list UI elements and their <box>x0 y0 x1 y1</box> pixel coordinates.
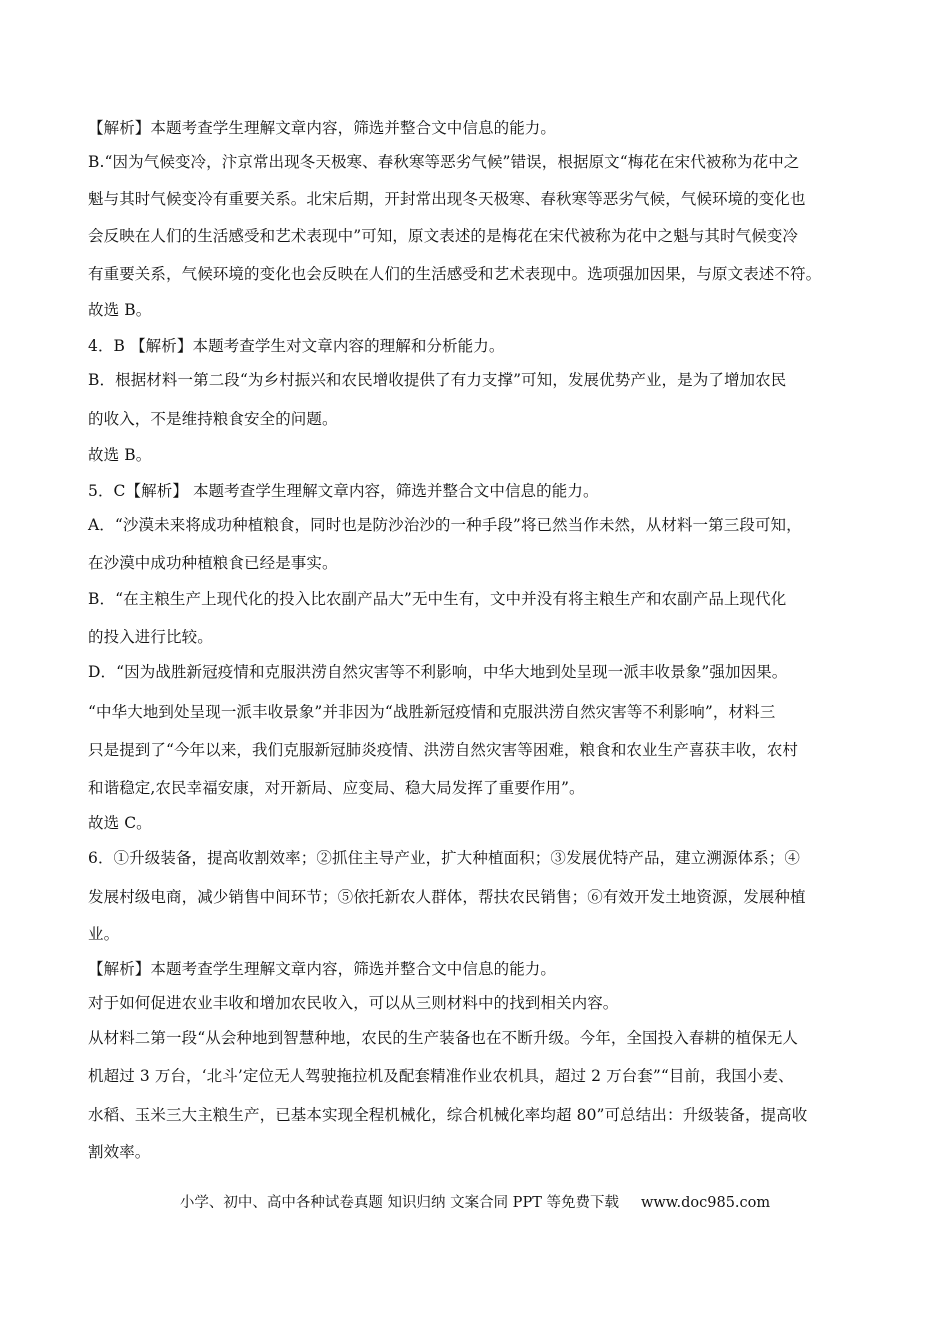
text-line: 4．B 【解析】本题考查学生对文章内容的理解和分析能力。 <box>88 337 505 355</box>
footer-text: 小学、初中、高中各种试卷真题 知识归纳 文案合同 PPT 等免费下载 <box>179 1195 619 1211</box>
text-line: B．根据材料一第二段“为乡村振兴和农民增收提供了有力支撑”可知，发展优势产业，是为了增加农民 <box>88 371 787 389</box>
text-line: 只是提到了“今年以来，我们克服新冠肺炎疫情、洪涝自然灾害等困难，粮食和农业生产喜获丰收，农村 <box>88 741 799 759</box>
footer-site-link[interactable]: www.doc985.com <box>640 1195 771 1211</box>
page-footer <box>0 1193 950 1213</box>
text-line: 在沙漠中成功种植粮食已经是事实。 <box>88 554 338 572</box>
text-line: B.“因为气候变冷，汴京常出现冬天极寒、春秋寒等恶劣气候”错误，根据原文“梅花在宋代被称为花中之 <box>88 153 800 171</box>
text-line: 从材料二第一段“从会种地到智慧种地，农民的生产装备也在不断升级。今年，全国投入春耕的植保无人 <box>88 1029 799 1047</box>
text-line: 发展村级电商，减少销售中间环节；⑤依托新农人群体，帮扶农民销售；⑥有效开发土地资源，发展种植 <box>88 888 806 906</box>
text-line: 的收入，不是维持粮食安全的问题。 <box>88 410 338 428</box>
text-line: B．“在主粮生产上现代化的投入比农副产品大”无中生有，文中并没有将主粮生产和农副产品上现代化 <box>88 590 787 608</box>
text-line: 业。 <box>88 925 120 943</box>
text-line: 5．C【解析】 本题考查学生理解文章内容，筛选并整合文中信息的能力。 <box>88 482 599 500</box>
text-line: 【解析】本题考查学生理解文章内容，筛选并整合文中信息的能力。 <box>88 960 557 978</box>
text-line: 对于如何促进农业丰收和增加农民收入，可以从三则材料中的找到相关内容。 <box>88 994 619 1012</box>
text-line: 水稻、玉米三大主粮生产，已基本实现全程机械化，综合机械化率均超 80”可总结出：升级装备，提高收 <box>88 1106 808 1124</box>
text-line: 故选 B。 <box>88 301 152 319</box>
text-line: 【解析】本题考查学生理解文章内容，筛选并整合文中信息的能力。 <box>88 119 557 137</box>
text-line: 和谐稳定,农民幸福安康，对开新局、应变局、稳大局发挥了重要作用”。 <box>88 779 585 797</box>
text-line: 故选 C。 <box>88 814 152 832</box>
text-line: 6．①升级装备，提高收割效率；②抓住主导产业，扩大种植面积；③发展优特产品，建立溯源体系；④ <box>88 849 800 867</box>
text-line: D．“因为战胜新冠疫情和克服洪涝自然灾害等不利影响，中华大地到处呈现一派丰收景象”强加因果。 <box>88 663 788 681</box>
text-line: 有重要关系，气候环境的变化也会反映在人们的生活感受和艺术表现中。选项强加因果，与原文表述不符。 <box>88 265 822 283</box>
text-line: 会反映在人们的生活感受和艺术表现中”可知，原文表述的是梅花在宋代被称为花中之魁与其时气候变冷 <box>88 227 799 245</box>
text-line: 的投入进行比较。 <box>88 628 213 646</box>
text-line: 魁与其时气候变冷有重要关系。北宋后期，开封常出现冬天极寒、春秋寒等恶劣气候，气候环境的变化也 <box>88 190 806 208</box>
text-line: 割效率。 <box>88 1143 151 1161</box>
text-line: “中华大地到处呈现一派丰收景象”并非因为“战胜新冠疫情和克服洪涝自然灾害等不利影响”，材料三 <box>88 703 776 721</box>
text-line: A．“沙漠未来将成功种植粮食，同时也是防沙治沙的一种手段”将已然当作未然，从材料一第三段可知， <box>88 516 802 534</box>
text-line: 故选 B。 <box>88 446 152 464</box>
text-line: 机超过 3 万台，‘北斗’定位无人驾驶拖拉机及配套精准作业农机具，超过 2 万台套”“目前，我国小麦、 <box>88 1067 794 1085</box>
